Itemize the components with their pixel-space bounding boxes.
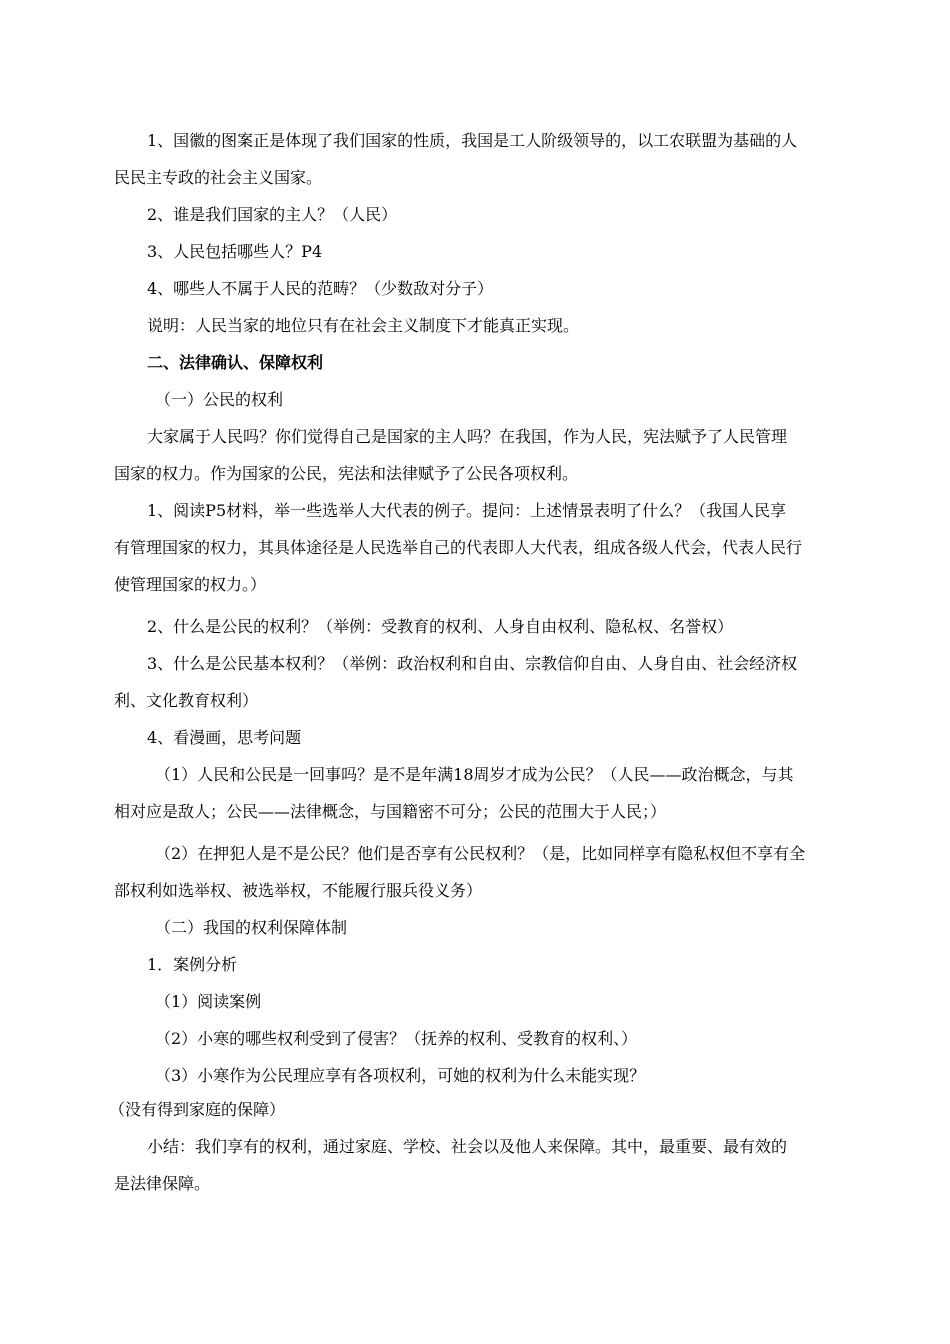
- question-3: 3、人民包括哪些人？P4: [147, 242, 323, 261]
- case-step-3-answer: （没有得到家庭的保障）: [109, 1100, 286, 1119]
- case-step-3: （3）小寒作为公民理应享有各项权利，可她的权利为什么未能实现？: [155, 1066, 646, 1085]
- section-heading: 二、法律确认、保障权利: [147, 353, 324, 372]
- sub-q1-line-1: （1）人民和公民是一回事吗？是不是年满18周岁才成为公民？（人民——政治概念，与其: [155, 765, 794, 784]
- sub-q2-line-2: 部权利如选举权、被选举权，不能履行服兵役义务）: [114, 881, 483, 900]
- summary-line-1: 小结：我们享有的权利，通过家庭、学校、社会以及他人来保障。其中，最重要、最有效的: [147, 1137, 788, 1156]
- intro-line-2: 国家的权力。作为国家的公民，宪法和法律赋予了公民各项权利。: [114, 464, 579, 483]
- case-step-1: （1）阅读案例: [155, 992, 262, 1011]
- subsection-1-heading: （一）公民的权利: [155, 390, 284, 409]
- case-analysis-heading: 1．案例分析: [147, 955, 238, 974]
- summary-line-2: 是法律保障。: [114, 1174, 211, 1193]
- subsection-2-heading: （二）我国的权利保障体制: [155, 918, 348, 937]
- question-4: 4、哪些人不属于人民的范畴？（少数敌对分子）: [147, 279, 494, 298]
- intro-line-1: 大家属于人民吗？你们觉得自己是国家的主人吗？在我国，作为人民，宪法赋予了人民管理: [147, 427, 788, 446]
- sub-q2-line-1: （2）在押犯人是不是公民？他们是否享有公民权利？（是，比如同样享有隐私权但不享有全: [155, 844, 806, 863]
- case-step-2: （2）小寒的哪些权利受到了侵害？（抚养的权利、受教育的权利、）: [155, 1029, 638, 1048]
- item-3-line-1: 3、什么是公民基本权利？（举例：政治权利和自由、宗教信仰自由、人身自由、社会经济权: [147, 654, 798, 673]
- item-1-line-3: 使管理国家的权力。）: [114, 575, 267, 594]
- para-1-line-2: 民民主专政的社会主义国家。: [114, 168, 323, 187]
- item-2: 2、什么是公民的权利？（举例：受教育的权利、人身自由权利、隐私权、名誉权）: [147, 617, 734, 636]
- item-1-line-1: 1、阅读P5材料，举一些选举人大代表的例子。提问：上述情景表明了什么？（我国人民享: [147, 501, 787, 520]
- explanation: 说明：人民当家的地位只有在社会主义制度下才能真正实现。: [147, 316, 580, 335]
- item-1-line-2: 有管理国家的权力，其具体途径是人民选举自己的代表即人大代表，组成各级人代会，代表人民行: [114, 538, 803, 557]
- item-3-line-2: 利、文化教育权利）: [114, 691, 259, 710]
- question-2: 2、谁是我们国家的主人？（人民）: [147, 205, 398, 224]
- para-1-line-1: 1、国徽的图案正是体现了我们国家的性质，我国是工人阶级领导的，以工农联盟为基础的人: [147, 131, 798, 150]
- item-4: 4、看漫画，思考问题: [147, 728, 302, 747]
- sub-q1-line-2: 相对应是敌人；公民——法律概念，与国籍密不可分；公民的范围大于人民；）: [114, 802, 667, 821]
